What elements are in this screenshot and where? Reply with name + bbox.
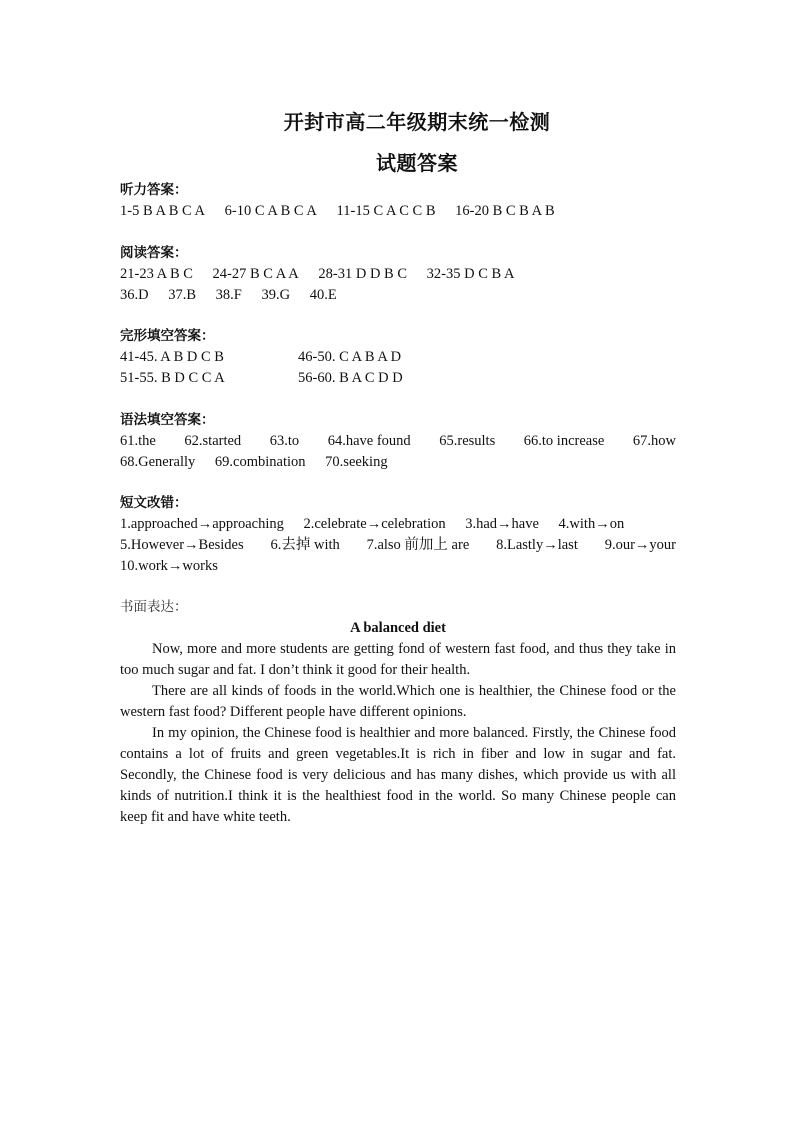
document-title: 开封市高二年级期末统一检测	[283, 112, 551, 134]
cloze-heading: 完形填空答案：	[120, 328, 215, 344]
correction-item: 3.had→have	[465, 516, 539, 532]
reading-item: 37.B	[168, 287, 197, 303]
cloze-row	[120, 347, 680, 368]
correction-item: 9.our→your	[604, 537, 676, 553]
correction-line2	[120, 535, 676, 556]
essay-paragraph: There are all kinds of foods in the world.Which one is healthier, the Chinese food or the western fast food? Different people have different opinions.	[120, 683, 676, 720]
correction-item: 4.with→on	[558, 516, 625, 532]
correction-line3	[120, 556, 680, 577]
listening-answers	[120, 201, 680, 222]
correction-item: 1.approached→approaching	[120, 516, 284, 532]
grammar-item: 69.combination	[214, 454, 306, 470]
listening-group: 16-20 B C B A B	[455, 203, 555, 219]
reading-item: 38.F	[215, 287, 242, 303]
reading-group: 28-31 D D B C	[318, 266, 408, 282]
grammar-item: 70.seeking	[325, 454, 388, 470]
essay-paragraph: Now, more and more students are getting fond of western fast food, and thus they take in too much sugar and fat. I don’t think it good for their health.	[120, 641, 676, 678]
reading-item: 36.D	[120, 287, 149, 303]
cloze-group: 41-45. A B D C B	[120, 349, 224, 365]
cloze-group: 56-60. B A C D D	[298, 370, 403, 386]
correction-item: 7.also 前加上 are	[366, 537, 470, 553]
grammar-item: 64.have found	[327, 433, 411, 449]
listening-section	[120, 180, 680, 222]
reading-group: 21-23 A B C	[120, 266, 193, 282]
writing-heading: 书面表达：	[120, 599, 188, 615]
reading-answers-line2	[120, 285, 680, 306]
reading-item: 40.E	[309, 287, 337, 303]
cloze-section	[120, 326, 680, 389]
reading-item: 39.G	[261, 287, 291, 303]
grammar-item: 63.to	[269, 433, 300, 449]
listening-group: 6-10 C A B C A	[224, 203, 317, 219]
correction-item: 10.work→works	[120, 558, 218, 574]
reading-heading: 阅读答案：	[120, 245, 188, 261]
grammar-answers-line2	[120, 452, 676, 473]
correction-heading: 短文改错：	[120, 495, 188, 511]
listening-group: 11-15 C A C C B	[336, 203, 436, 219]
essay-paragraph: In my opinion, the Chinese food is healthier and more balanced. Firstly, the Chinese food contains a lot of fruits and green vegetables.It is rich in fiber and low in sugar and fat. Secondly, the Chinese food is very delicious and has many dishes, which provide us with all kinds of nutrition.I think it is the healthiest food in the world. So many Chinese people can keep fit and have white teeth.	[120, 725, 676, 825]
cloze-group: 46-50. C A B A D	[298, 349, 402, 365]
grammar-heading: 语法填空答案：	[120, 412, 215, 428]
grammar-item: 61.the	[120, 433, 156, 449]
reading-section	[120, 243, 680, 306]
grammar-answers-line1	[120, 431, 676, 452]
listening-heading: 听力答案：	[120, 182, 188, 198]
grammar-item: 67.how	[632, 433, 676, 449]
grammar-item: 68.Generally	[120, 454, 196, 470]
grammar-section	[120, 410, 676, 473]
essay-title: A balanced diet	[350, 620, 446, 636]
correction-line1	[120, 514, 680, 535]
reading-answers-line1	[120, 264, 680, 285]
reading-group: 32-35 D C B A	[426, 266, 515, 282]
correction-item: 2.celebrate→celebration	[303, 516, 446, 532]
correction-item: 6.去掉 with	[270, 537, 340, 553]
cloze-row	[120, 368, 680, 389]
correction-section	[120, 493, 680, 577]
cloze-group: 51-55. B D C C A	[120, 370, 225, 386]
correction-item: 5.However→Besides	[120, 537, 244, 553]
document-subtitle: 试题答案	[376, 153, 458, 175]
correction-item: 8.Lastly→last	[496, 537, 578, 553]
grammar-item: 62.started	[184, 433, 242, 449]
grammar-item: 66.to increase	[523, 433, 605, 449]
grammar-item: 65.results	[439, 433, 496, 449]
reading-group: 24-27 B C A A	[212, 266, 299, 282]
writing-section	[120, 597, 676, 828]
listening-group: 1-5 B A B C A	[120, 203, 206, 219]
